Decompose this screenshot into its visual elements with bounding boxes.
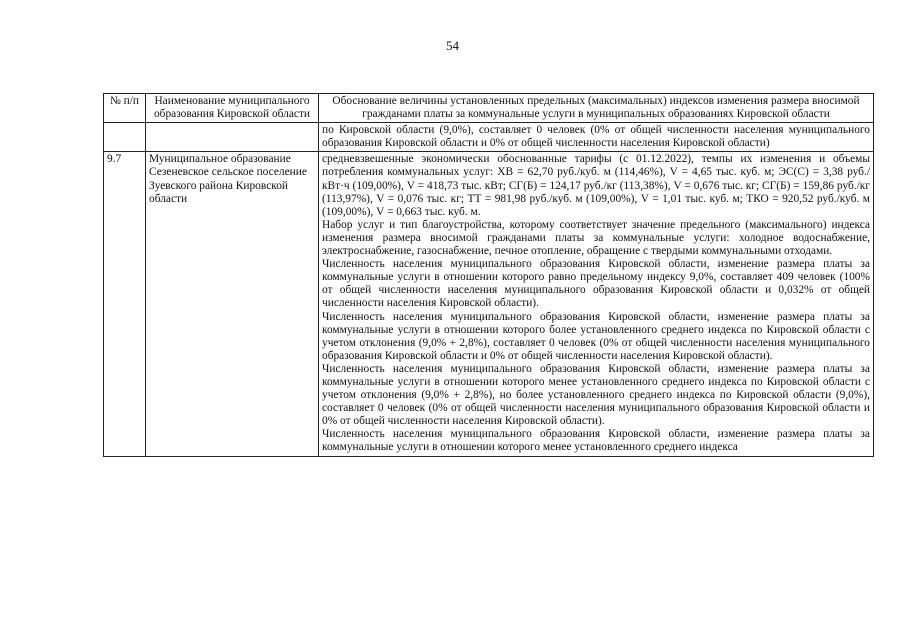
justification-paragraph-services: Набор услуг и тип благоустройства, которому соответствует значение предельного (максимального) индекса изменения размера вносимой гражданами платы за коммунальные услуги: холодное водоснабжение, электроснабжение, газоснабжение, печное отопление, обращение с твердыми коммунальными отходами. bbox=[322, 218, 870, 258]
justification-paragraph-equal-index: Численность населения муниципального образования Кировской области, изменение размера платы за коммунальные услуги в отношении которого равно предельному индексу 9,0%, составляет 409 человек (100% от общей численности населения муниципального образования Кировской области и 0,032% от общей численности населения Кировской области). bbox=[322, 258, 870, 310]
row-municipality: Муниципальное образование Сезеневское сельское поселение Зуевского района Кировской области bbox=[146, 152, 319, 456]
header-justification: Обоснование величины установленных предельных (максимальных) индексов изменения размера вносимой гражданами платы за коммунальные услуги в муниципальных образованиях Кировской области bbox=[319, 94, 874, 123]
justification-paragraph-tariffs: средневзвешенные экономически обоснованные тарифы (с 01.12.2022), темпы их изменения и объемы потребления коммунальных услуг: ХВ = 62,70 руб./куб. м (114,46%), V = 4,65 тыс. куб. м; ЭС(С) = 3,38 руб./кВт·ч (109,00%), V = 418,73 тыс. кВт; СГ(Б) = 124,17 руб./кг (113,38%), V = 0,676 тыс. кг; СГ(Б) = 159,86 руб./кг (113,97%), V = 0,076 тыс. кг; ТТ = 981,98 руб./куб. м (109,00%), V = 1,01 тыс. куб. м; ТКО = 920,52 руб./куб. м (109,00%), V = 0,663 тыс. куб. м. bbox=[322, 153, 870, 218]
justification-paragraph-below-index: Численность населения муниципального образования Кировской области, изменение размера платы за коммунальные услуги в отношении которого менее установленного среднего индекса bbox=[322, 428, 870, 454]
table-row-continuation bbox=[104, 123, 874, 152]
continuation-num-cell bbox=[104, 123, 146, 152]
justification-paragraph-above-index: Численность населения муниципального образования Кировской области, изменение размера платы за коммунальные услуги в отношении которого более установленного среднего индекса по Кировской области с учетом отклонения (9,0% + 2,8%), составляет 0 человек (0% от общей численности населения муниципального образования Кировской области и 0% от общей численности населения Кировской области). bbox=[322, 310, 870, 362]
table-row-9-7 bbox=[104, 152, 874, 456]
row-justification bbox=[319, 152, 874, 456]
continuation-text: по Кировской области (9,0%), составляет 0 человек (0% от общей численности населения муниципального образования Кировской области и 0% от общей численности населения Кировской области) bbox=[319, 123, 874, 152]
justification-paragraph-between-index: Численность населения муниципального образования Кировской области, изменение размера платы за коммунальные услуги в отношении которого менее установленного среднего индекса по Кировской области с учетом отклонения (9,0% + 2,8%), но более установленного среднего индекса по Кировской области (9,0%), составляет 0 человек (0% от общей численности населения муниципального образования Кировской области и 0% от общей численности населения Кировской области). bbox=[322, 362, 870, 428]
row-num: 9.7 bbox=[104, 152, 146, 456]
page-number: 54 bbox=[446, 38, 459, 53]
continuation-name-cell bbox=[146, 123, 319, 152]
header-num: № п/п bbox=[104, 94, 146, 123]
header-municipality: Наименование муниципального образования Кировской области bbox=[146, 94, 319, 123]
indices-table bbox=[103, 93, 874, 457]
table-header-row bbox=[104, 94, 874, 123]
